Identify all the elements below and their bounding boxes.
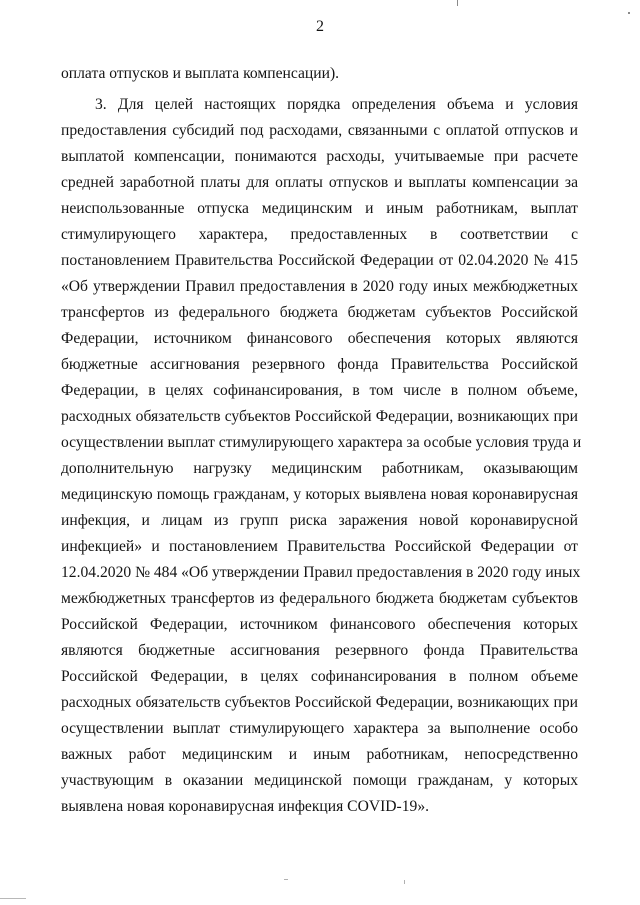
text-line: Российской Федерации, источником финансового обеспечения которых [61,616,578,633]
text-line: инфекцией» и постановлением Правительства Российской Федерации от [61,538,578,555]
text-line: Федерации, в целях софинансирования, в том числе в полном объеме, [61,382,578,399]
scan-artifact-dot [404,880,405,884]
text-line: выплатой компенсации, понимаются расходы, учитываемые при расчете [61,148,578,165]
text-line: оплата отпусков и выплата компенсации). [61,65,340,82]
text-line: дополнительную нагрузку медицинским работникам, оказывающим [61,460,578,477]
text-line: расходных обязательств субъектов Российской Федерации, возникающих при [61,408,578,425]
text-line: постановлением Правительства Российской Федерации от 02.04.2020 № 415 [61,252,578,269]
text-line: Российской Федерации, в целях софинансирования в полном объеме [61,668,578,685]
text-line: медицинскую помощь гражданам, у которых выявлена новая коронавирусная [61,486,578,503]
scan-artifact-line [0,898,26,899]
text-line: стимулирующего характера, предоставленных в соответствии с [61,226,578,243]
text-line: важных работ медицинским и иным работникам, непосредственно [61,746,578,763]
text-line: Федерации, источником финансового обеспечения которых являются [61,330,578,347]
text-line: расходных обязательств субъектов Российской Федерации, возникающих при [61,694,578,711]
text-line: межбюджетных трансфертов из федерального бюджета бюджетам субъектов [61,590,578,607]
text-line: неиспользованные отпуска медицинским и иным работникам, выплат [61,200,578,217]
page-number: 2 [316,18,324,35]
paragraph-first-line: 3. Для целей настоящих порядка определения объема и условия [95,96,578,113]
text-line: 12.04.2020 № 484 «Об утверждении Правил предоставления в 2020 году иных [61,564,581,581]
scan-artifact-dot [628,12,630,14]
text-line: осуществлении выплат стимулирующего характера за выполнение особо [61,720,578,737]
text-line: трансфертов из федерального бюджета бюджетам субъектов Российской [61,304,578,321]
text-line: выявлена новая коронавирусная инфекция COVID-19». [61,798,430,815]
text-line: «Об утверждении Правил предоставления в 2020 году иных межбюджетных [61,278,578,295]
text-line: предоставления субсидий под расходами, связанными с оплатой отпусков и [61,122,578,139]
text-line: участвующим в оказании медицинской помощи гражданам, у которых [61,772,578,789]
text-line: инфекция, и лицам из групп риска заражения новой коронавирусной [61,512,578,529]
text-line: являются бюджетные ассигнования резервного фонда Правительства [61,642,578,659]
text-line: средней заработной платы для оплаты отпусков и выплаты компенсации за [61,174,578,191]
scan-artifact-dot [284,879,288,880]
text-line: бюджетные ассигнования резервного фонда Правительства Российской [61,356,578,373]
scan-artifact-mark [457,0,458,6]
text-line: осуществлении выплат стимулирующего характера за особые условия труда и [61,434,582,451]
